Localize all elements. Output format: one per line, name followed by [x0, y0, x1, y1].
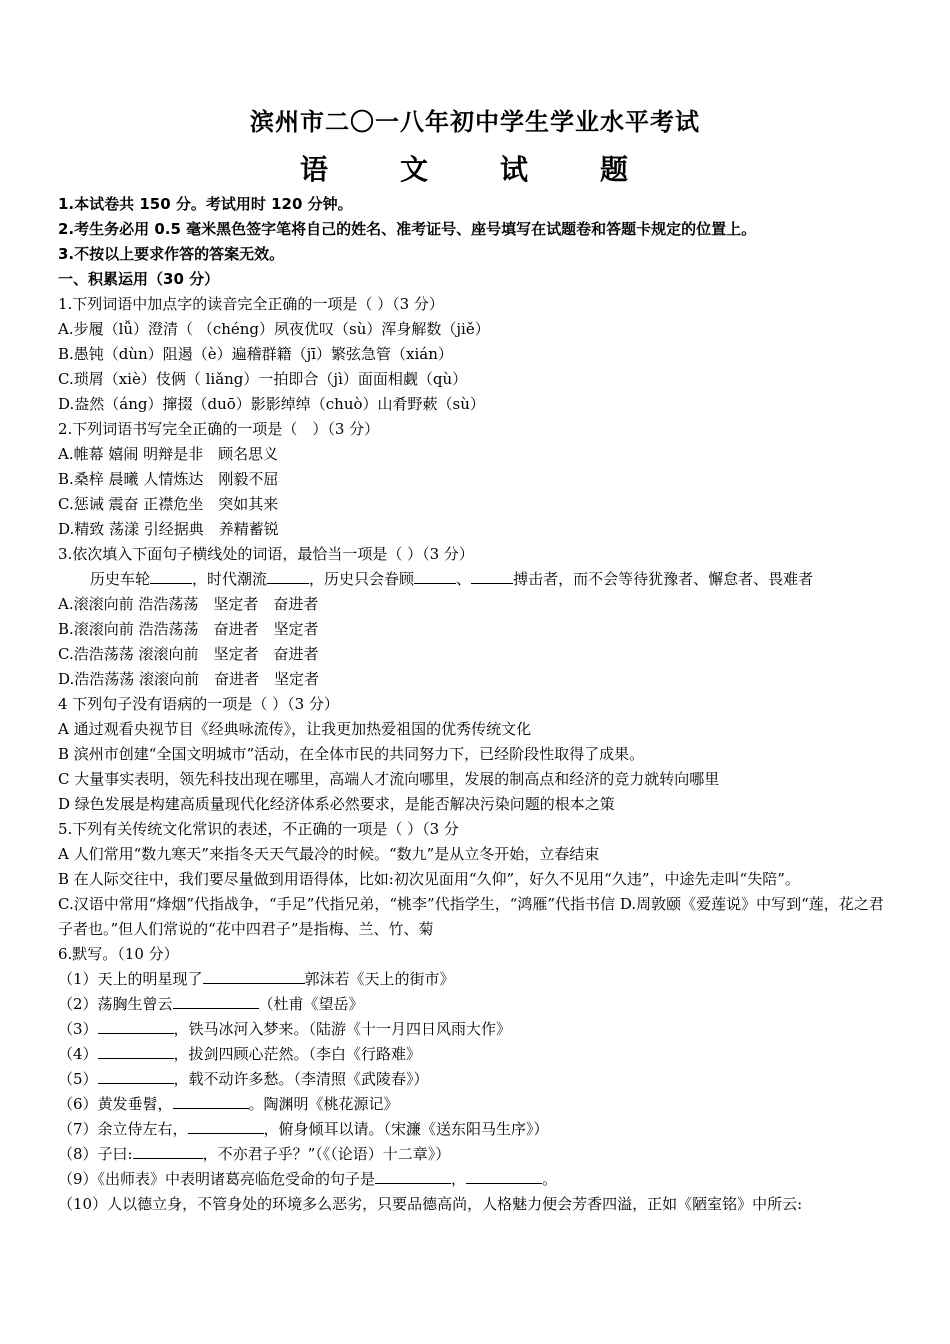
q6-item-1-blank[interactable]	[203, 967, 305, 984]
q6-item-9	[58, 1167, 898, 1192]
q2-option-a: A.帷幕 嬉闹 明辩是非 顾名思义	[58, 445, 279, 463]
q1-option-d: D.盎然（áng）撺掇（duō）影影绰绰（chuò）山肴野蔌（sù）	[58, 395, 485, 413]
q6-item-8	[58, 1142, 898, 1167]
q1-stem: 1.下列词语中加点字的读音完全正确的一项是（ ）（3 分）	[58, 295, 444, 313]
q6-item-10-pre: （10）人以德立身，不管身处的环境多么恶劣，只要品德高尚，人格魅力便会芳香四溢，正如《陋室铭》中所云:	[58, 1195, 803, 1213]
q6-item-9-mid: ，	[451, 1170, 467, 1188]
exam-title: 滨州市二〇一八年初中学生学业水平考试	[250, 107, 700, 136]
q6-item-3	[58, 1017, 898, 1042]
q3-part-5: 搏击者，而不会等待犹豫者、懈怠者、畏难者	[513, 570, 814, 588]
q6-item-5-blank[interactable]	[98, 1067, 174, 1084]
q6-item-5-pre: （5）	[58, 1070, 98, 1088]
q2-option-d: D.精致 荡漾 引经据典 养精蓄锐	[58, 520, 279, 538]
q3-part-2: ，时代潮流	[192, 570, 268, 588]
q6-item-4-pre: （4）	[58, 1045, 98, 1063]
q6-item-1	[58, 967, 898, 992]
q6-item-3-blank[interactable]	[98, 1017, 174, 1034]
q1-option-a: A.步履（lǚ）澄清（ （chéng）夙夜优叹（sù）浑身解数（jiě）	[58, 320, 490, 338]
q6-item-4-post: ，拔剑四顾心茫然。（李白《行路难》	[173, 1045, 422, 1063]
q6-item-6	[58, 1092, 898, 1117]
q6-item-8-blank[interactable]	[133, 1142, 203, 1159]
q3-option-c: C.浩浩荡荡 滚滚向前 坚定者 奋进者	[58, 645, 319, 663]
note-3: 3.不按以上要求作答的答案无效。	[58, 245, 285, 263]
q6-item-4	[58, 1042, 898, 1067]
note-1: 1.本试卷共 150 分。考试用时 120 分钟。	[58, 195, 353, 213]
q3-blank-4[interactable]	[471, 567, 513, 584]
q3-blank-1[interactable]	[150, 567, 192, 584]
q4-stem: 4 下列句子没有语病的一项是（ ）（3 分）	[58, 695, 339, 713]
q1-option-b: B.愚钝（dùn）阻遏（è）遍稽群籍（jī）繁弦急管（xián）	[58, 345, 453, 363]
q6-item-5	[58, 1067, 898, 1092]
q6-item-9-pre: （9）《出师表》中表明诸葛亮临危受命的句子是	[58, 1170, 376, 1188]
q6-item-2	[58, 992, 898, 1017]
q3-stem: 3.依次填入下面句子横线处的词语，最恰当一项是（ ）（3 分）	[58, 545, 474, 563]
q6-item-9-blank-2[interactable]	[466, 1167, 542, 1184]
note-2: 2.考生务必用 0.5 毫米黑色签字笔将自己的姓名、准考证号、座号填写在试题卷和答题卡规定的位置上。	[58, 220, 757, 238]
q6-item-7-pre: （7）余立侍左右，	[58, 1120, 188, 1138]
q3-sentence	[58, 567, 898, 592]
q6-item-10	[58, 1192, 898, 1217]
q6-item-2-post: （杜甫《望岳》	[258, 995, 364, 1013]
q3-option-b: B.滚滚向前 浩浩荡荡 奋进者 坚定者	[58, 620, 319, 638]
q2-option-b: B.桑梓 晨曦 人情炼达 刚毅不屈	[58, 470, 279, 488]
q3-blank-3[interactable]	[414, 567, 456, 584]
q6-item-4-blank[interactable]	[98, 1042, 174, 1059]
q6-item-8-post: ，不亦君子乎？”（《（论语）十二章》）	[202, 1145, 451, 1163]
q6-item-3-post: ，铁马冰河入梦来。（陆游《十一月四日风雨大作》	[173, 1020, 512, 1038]
q6-item-7	[58, 1117, 898, 1142]
q2-stem: 2.下列词语书写完全正确的一项是（ ）（3 分）	[58, 420, 380, 438]
q6-stem: 6.默写。（10 分）	[58, 945, 179, 963]
section-heading: 一、积累运用（30 分）	[58, 270, 220, 288]
q3-part-4: 、	[456, 570, 472, 588]
q4-option-d: D 绿色发展是构建高质量现代化经济体系必然要求，是能否解决污染问题的根本之策	[58, 795, 615, 813]
q1-option-c: C.琐屑（xiè）伎俩（ liǎng）一拍即合（jì）面面相觑（qù）	[58, 370, 468, 388]
q6-item-7-post: ，俯身倾耳以请。（宋濂《送东阳马生序》）	[263, 1120, 549, 1138]
q6-item-1-pre: （1）天上的明星现了	[58, 970, 203, 988]
q6-item-9-post: 。	[542, 1170, 558, 1188]
q5-stem: 5.下列有关传统文化常识的表述，不正确的一项是（ ）（3 分	[58, 820, 459, 838]
q3-option-d: D.浩浩荡荡 滚滚向前 奋进者 坚定者	[58, 670, 320, 688]
q6-item-8-pre: （8）子曰:	[58, 1145, 133, 1163]
q6-item-6-blank[interactable]	[173, 1092, 249, 1109]
q5-option-b: B 在人际交往中，我们要尽量做到用语得体，比如:初次见面用“久仰”，好久不见用“久违”，中途先走叫“失陪”。	[58, 870, 800, 888]
q5-option-a: A 人们常用“数九寒天”来指冬天天气最冷的时候。“数九”是从立冬开始，立春结束	[58, 845, 600, 863]
q6-item-9-blank-1[interactable]	[375, 1167, 451, 1184]
q3-part-1: 历史车轮	[90, 570, 151, 588]
q6-item-3-pre: （3）	[58, 1020, 98, 1038]
q6-item-7-blank[interactable]	[188, 1117, 264, 1134]
q6-item-6-pre: （6）黄发垂髫，	[58, 1095, 173, 1113]
subject-title: 语 文 试 题	[299, 153, 650, 186]
q3-part-3: ，历史只会眷顾	[309, 570, 415, 588]
q6-item-6-post: 。陶渊明《桃花源记》	[248, 1095, 399, 1113]
q2-option-c: C.惩诫 震奋 正襟危坐 突如其来	[58, 495, 279, 513]
q4-option-a: A 通过观看央视节目《经典咏流传》，让我更加热爱祖国的优秀传统文化	[58, 720, 532, 738]
q6-item-2-blank[interactable]	[173, 992, 259, 1009]
q3-option-a: A.滚滚向前 浩浩荡荡 坚定者 奋进者	[58, 595, 319, 613]
q6-item-2-pre: （2）荡胸生曾云	[58, 995, 173, 1013]
q6-item-5-post: ，载不动许多愁。（李清照《武陵春》）	[173, 1070, 429, 1088]
q4-option-b: B 滨州市创建“全国文明城市”活动，在全体市民的共同努力下，已经阶段性取得了成果。	[58, 745, 645, 763]
exam-body	[58, 192, 898, 1217]
q6-item-1-post: 郭沫若《天上的街市》	[304, 970, 455, 988]
q5-option-c: C.汉语中常用“烽烟”代指战争，“手足”代指兄弟，“桃李”代指学生，“鸿雁”代指书信 D.周敦颐《爱莲说》中写到“莲，花之君子者也。”但人们常说的“花中四君子”是指梅、兰、竹、菊	[58, 895, 884, 938]
q3-blank-2[interactable]	[267, 567, 309, 584]
q4-option-c: C 大量事实表明，领先科技出现在哪里，高端人才流向哪里，发展的制高点和经济的竞力就转向哪里	[58, 770, 720, 788]
